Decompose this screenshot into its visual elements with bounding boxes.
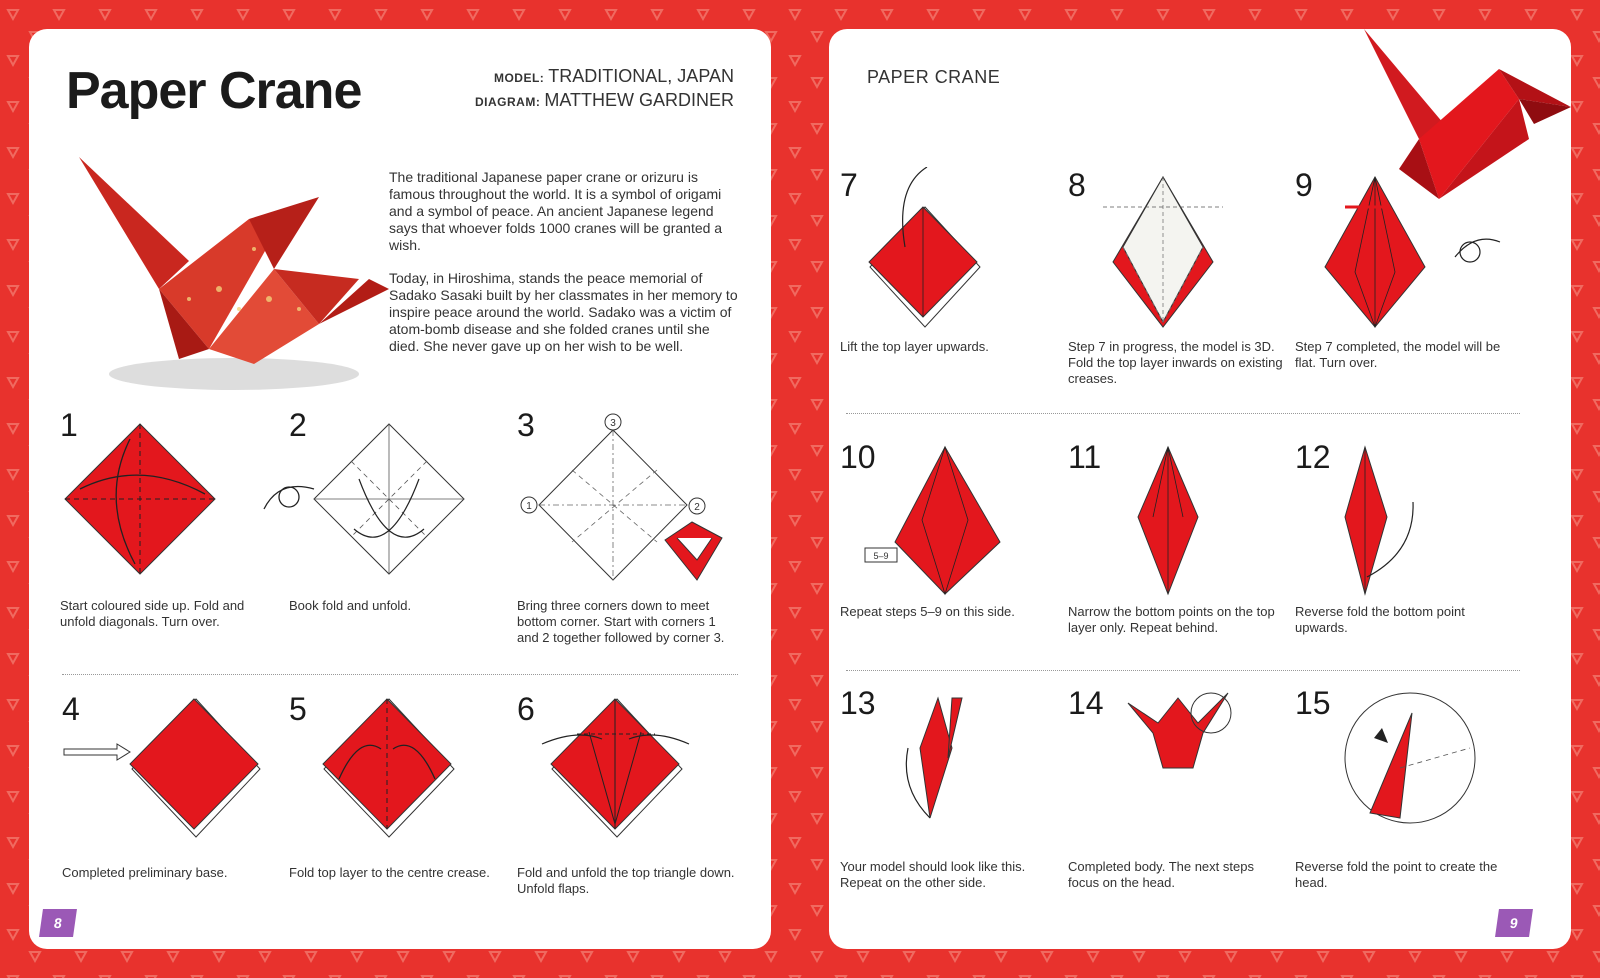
step-caption: Reverse fold the point to create the head. (1295, 859, 1498, 890)
divider (62, 674, 738, 675)
turn-over-icon (1455, 239, 1500, 257)
step-caption: Narrow the bottom points on the top layer only. Repeat behind. (1068, 604, 1275, 635)
intro-text (389, 169, 739, 371)
step-caption: Completed body. The next steps focus on the head. (1068, 859, 1254, 890)
step-caption: Bring three corners down to meet bottom corner. Start with corners 1 and 2 together followed by corner 3. (517, 598, 725, 645)
page-number-badge: 8 (39, 909, 77, 937)
repeat-label: 5–9 (873, 551, 889, 561)
step-caption: Book fold and unfold. (289, 598, 412, 613)
step-caption: Step 7 in progress, the model is 3D. Fold the top layer inwards on existing creases. (1068, 339, 1283, 386)
model-label: MODEL: (493, 71, 545, 85)
step-number: 4 (62, 691, 80, 727)
diagram-label: DIAGRAM: (475, 95, 541, 109)
step-4 (62, 691, 282, 931)
step-7 (840, 167, 1060, 407)
step-4-diagram (62, 694, 282, 844)
page-title: Paper Crane (66, 62, 362, 120)
step-caption: Fold and unfold the top triangle down. Unfold flaps. (517, 865, 735, 896)
step-14 (1068, 685, 1288, 925)
corner-label-2: 2 (694, 502, 700, 513)
step-13-diagram (890, 688, 990, 828)
step-15 (1295, 685, 1515, 925)
intro-paragraph-2: Today, in Hiroshima, stands the peace memorial of Sadako Sasaki built by her classmates in her memory to inspire peace around the world. Sadako was a victim of atom-bomb disease and she folded cranes until she died. She never gave up on her wish to be well. (389, 270, 738, 354)
step-11-diagram (1118, 442, 1218, 597)
push-arrow-icon (64, 744, 130, 760)
step-number: 8 (1068, 167, 1086, 203)
step-2 (289, 407, 509, 647)
diagram-value: MATTHEW GARDINER (544, 90, 734, 110)
step-11 (1068, 439, 1288, 679)
step-7-diagram (865, 167, 995, 337)
step-1 (60, 407, 280, 647)
step-number: 9 (1295, 167, 1313, 203)
step-14-diagram (1123, 688, 1233, 788)
step-1-diagram (60, 419, 220, 579)
left-page (29, 29, 771, 949)
step-15-diagram (1340, 688, 1480, 828)
crane-photo (69, 149, 389, 399)
step-number: 15 (1295, 685, 1331, 721)
divider (846, 670, 1520, 671)
step-caption: Step 7 completed, the model will be flat. Turn over. (1295, 339, 1501, 370)
step-caption: Reverse fold the bottom point upwards. (1295, 604, 1465, 635)
step-8 (1068, 167, 1288, 407)
corner-label-3: 3 (610, 418, 616, 429)
step-10-diagram (860, 442, 1010, 597)
step-number: 6 (517, 691, 535, 727)
step-number: 11 (1068, 439, 1102, 475)
step-caption: Lift the top layer upwards. (840, 339, 989, 354)
right-page (829, 29, 1571, 949)
step-3 (517, 407, 737, 647)
intro-paragraph-1: The traditional Japanese paper crane or orizuru is famous throughout the world. It is a symbol of origami and a symbol of peace. An ancient Japanese legend says that whoever folds 1000 cranes will be granted a wish. (389, 169, 723, 253)
step-number: 13 (840, 685, 876, 721)
step-5 (289, 691, 509, 931)
step-12-diagram (1335, 442, 1435, 597)
step-number: 7 (840, 167, 858, 203)
divider (846, 413, 1520, 414)
step-9-diagram (1315, 172, 1505, 332)
step-caption: Fold top layer to the centre crease. (289, 865, 490, 880)
step-5-diagram (319, 694, 459, 844)
turn-over-icon (264, 487, 314, 510)
step-caption: Completed preliminary base. (62, 865, 228, 880)
step-number: 1 (60, 407, 78, 443)
step-caption: Your model should look like this. Repeat on the other side. (840, 859, 1026, 890)
step-3-diagram (517, 410, 737, 590)
step-10 (840, 439, 1060, 679)
step-9 (1295, 167, 1515, 407)
model-value: TRADITIONAL, JAPAN (548, 66, 734, 86)
credits (475, 65, 734, 113)
page-number-badge: 9 (1495, 909, 1533, 937)
step-number: 12 (1295, 439, 1331, 475)
step-caption: Repeat steps 5–9 on this side. (840, 604, 1015, 619)
running-title: PAPER CRANE (867, 67, 1001, 87)
step-number: 2 (289, 407, 307, 443)
step-number: 3 (517, 407, 535, 443)
corner-label-1: 1 (526, 501, 532, 512)
step-6-diagram (537, 694, 697, 844)
step-number: 10 (840, 439, 876, 475)
step-13 (840, 685, 1060, 925)
step-6 (517, 691, 737, 931)
step-number: 5 (289, 691, 307, 727)
step-2-diagram (259, 419, 479, 579)
step-8-diagram (1103, 172, 1233, 332)
step-caption: Start coloured side up. Fold and unfold diagonals. Turn over. (60, 598, 245, 629)
step-12 (1295, 439, 1515, 679)
step-number: 14 (1068, 685, 1104, 721)
